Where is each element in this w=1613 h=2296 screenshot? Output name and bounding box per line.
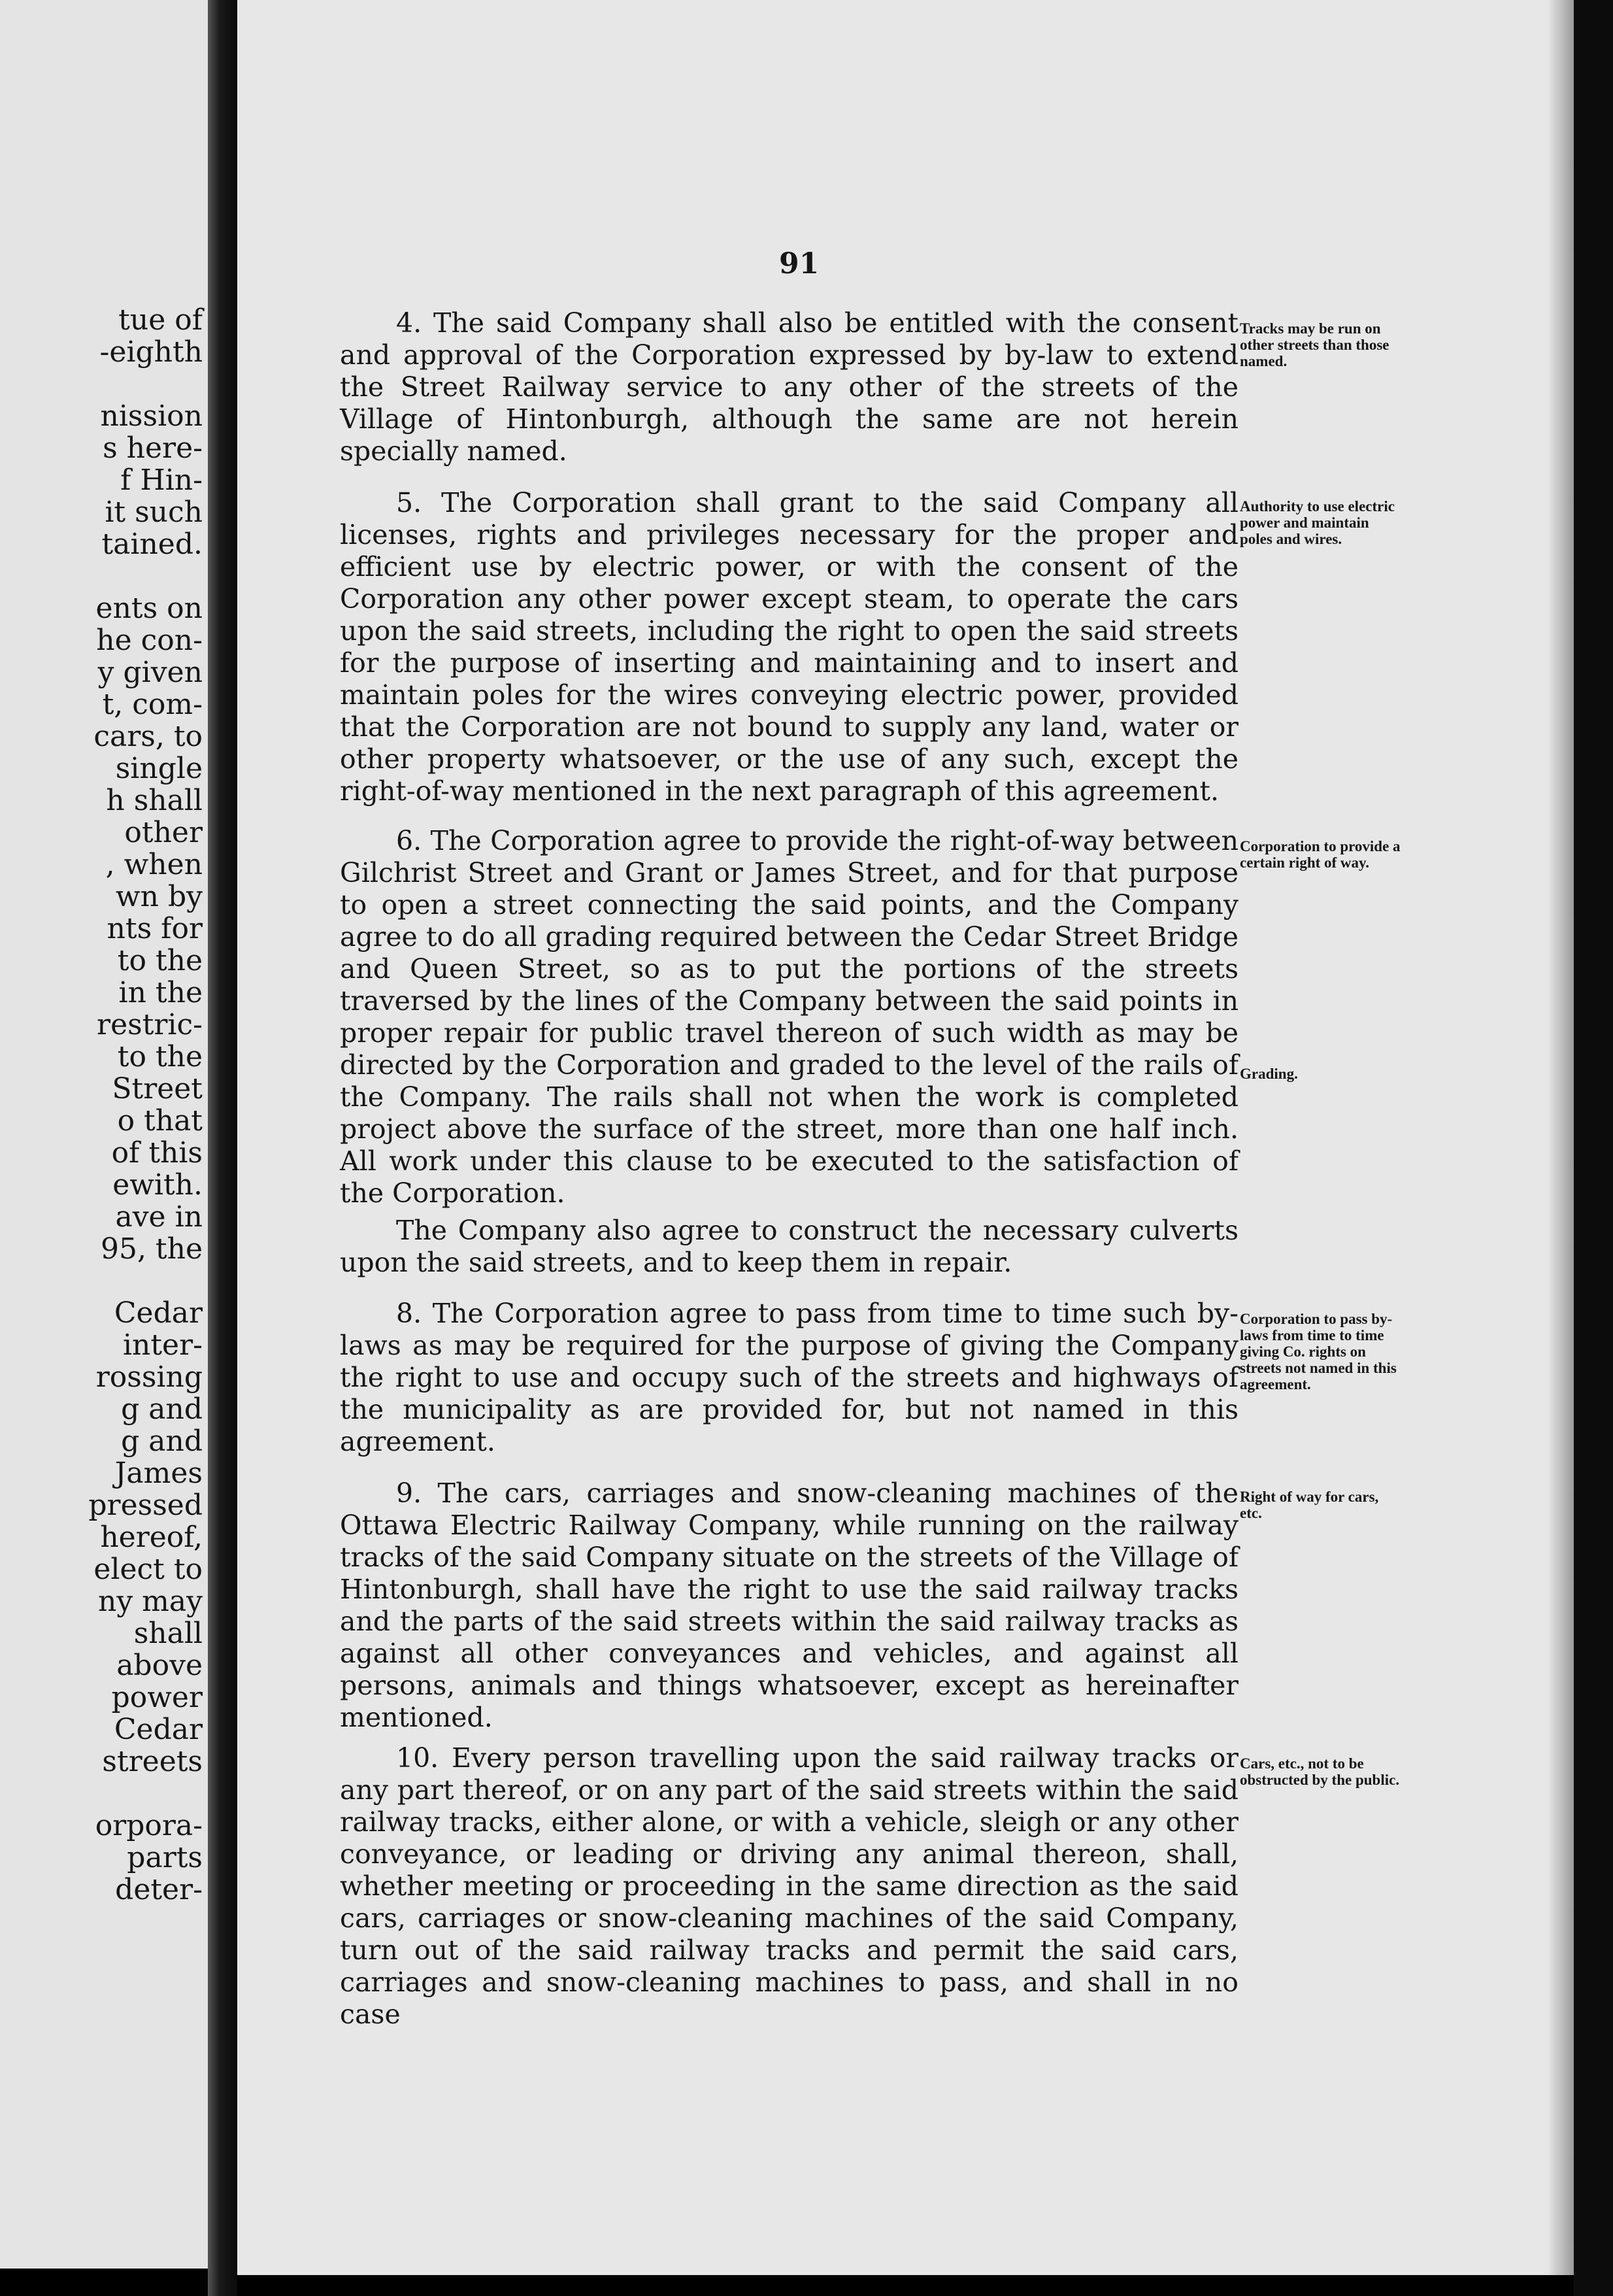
left-page-line: o that (117, 1104, 203, 1138)
left-page-line: he con- (96, 624, 203, 657)
left-page-line: -eighth (99, 335, 203, 369)
paragraph-culverts: The Company also agree to construct the necessary culverts upon the said streets, and to keep them in repair. (340, 1215, 1239, 1278)
paragraph-10: 10. Every person travelling upon the said railway tracks or any part thereof, or on any part of the said streets within the said railway tracks, either alone, or with a vehicle, sleigh or any other conveyance, or leading or driving any animal thereon, shall, whether meeting or proceeding in the same direction as the said cars, carriages or snow-cleaning machines of the said Company, turn out of the said railway tracks and permit the said cars, carriages and snow-cleaning machines to pass, and shall in no case (340, 1742, 1239, 2030)
left-page-line: Cedar (114, 1296, 203, 1330)
left-page-line: Cedar (114, 1713, 203, 1746)
left-page-line: deter- (115, 1873, 203, 1906)
left-facing-page (0, 0, 208, 2269)
left-page-line: single (115, 752, 203, 785)
paragraph-8: 8. The Corporation agree to pass from time to time such by-laws as may be required for the purpose of giving the Company the right to use and occupy such of the streets and highways of the municipality as are provided for, but not named in this agreement. (340, 1298, 1239, 1457)
left-page-line: inter- (122, 1328, 203, 1362)
left-page-line: other (124, 816, 203, 849)
page-edge (1574, 0, 1613, 2296)
side-note-right-of-way-cars: Right of way for cars, etc. (1240, 1489, 1379, 1521)
side-note-authority: Authority to use electric power and maintain poles and wires. (1240, 498, 1395, 547)
left-page-line: rossing (95, 1360, 203, 1394)
paragraph-9: 9. The cars, carriages and snow-cleaning machines of the Ottawa Electric Railway Company, while running on the railway tracks of the said Company situate on the streets of the Village of Hintonburgh, shall have the right to use the said railway tracks and the parts of the said streets within the said railway tracks as against all other conveyances and vehicles, and against all persons, animals and things whatsoever, except as hereinafter mentioned. (340, 1477, 1239, 1733)
side-note-by-laws: Corporation to pass by-laws from time to time giving Co. rights on streets not named in this agreement. (1240, 1311, 1397, 1393)
left-page-line: to the (117, 1040, 203, 1073)
left-page-line: wn by (115, 880, 203, 913)
left-page-line: of this (111, 1136, 203, 1170)
left-page-line: it such (105, 496, 203, 529)
left-page-line: ents on (95, 592, 203, 625)
left-page-line: nission (100, 399, 203, 433)
left-page-line: t, com- (102, 688, 203, 721)
left-page-line: f Hin- (120, 464, 203, 497)
left-page-line: to the (117, 944, 203, 977)
left-page-line: elect to (93, 1553, 203, 1586)
left-page-line: tue of (118, 303, 203, 337)
left-page-line: shall (133, 1617, 203, 1650)
side-note-not-obstructed: Cars, etc., not to be obstructed by the public. (1240, 1755, 1400, 1788)
left-page-line: h shall (106, 784, 203, 817)
left-page-line: streets (102, 1745, 203, 1778)
page-number: 91 (779, 247, 820, 280)
left-page-line: s here- (103, 431, 203, 465)
left-page-line: orpora- (95, 1809, 203, 1842)
left-page-line: ewith. (112, 1168, 203, 1202)
side-note-tracks: Tracks may be run on other streets than those named. (1240, 320, 1389, 369)
left-page-line: tained. (101, 528, 203, 561)
paragraph-6: 6. The Corporation agree to provide the right-of-way between Gilchrist Street and Grant or James Street, and for that purpose to open a street connecting the said points, and the Company agree to do all grading required between the Cedar Street Bridge and Queen Street, so as to put the portions of the streets traversed by the lines of the Company between the said points in proper repair for public travel thereon of such width as may be directed by the Corporation and graded to the level of the rails of the Company. The rails shall not when the work is completed project above the surface of the street, more than one half inch. All work under this clause to be executed to the satisfaction of the Corporation. (340, 825, 1239, 1209)
left-page-line: restric- (97, 1008, 203, 1041)
left-page-line: nts for (107, 912, 203, 945)
left-page-line: , when (105, 848, 203, 881)
book-gutter (208, 0, 237, 2296)
left-page-line: ave in (115, 1200, 203, 1234)
paragraph-4: 4. The said Company shall also be entitled with the consent and approval of the Corporation expressed by by-law to extend the Street Railway service to any other of the streets of the Village of Hintonburgh, although the same are not herein specially named. (340, 307, 1239, 467)
left-page-line: hereof, (100, 1521, 203, 1554)
left-page-line: in the (118, 976, 203, 1009)
left-page-line: Street (112, 1072, 203, 1106)
left-page-line: James (114, 1457, 203, 1490)
left-page-line: power (111, 1681, 203, 1714)
left-page-line: g and (121, 1393, 203, 1426)
left-page-line: 95, the (100, 1232, 203, 1266)
left-page-line: ny may (98, 1585, 203, 1618)
left-page-line: pressed (88, 1489, 203, 1522)
left-page-line: y given (97, 656, 203, 689)
side-note-right-of-way: Corporation to provide a certain right of way. (1240, 838, 1401, 871)
left-page-line: cars, to (93, 720, 203, 753)
left-page-line: g and (121, 1425, 203, 1458)
paragraph-5: 5. The Corporation shall grant to the said Company all licenses, rights and privileges necessary for the proper and efficient use by electric power, or with the consent of the Corporation any other power except steam, to operate the cars upon the said streets, including the right to open the said streets for the purpose of inserting and maintaining and to insert and maintain poles for the wires conveying electric power, provided that the Corporation are not bound to supply any land, water or other property whatsoever, or the use of any such, except the right-of-way mentioned in the next paragraph of this agreement. (340, 487, 1239, 807)
left-page-line: parts (127, 1841, 203, 1874)
left-page-line: above (116, 1649, 203, 1682)
side-note-grading: Grading. (1240, 1066, 1298, 1082)
